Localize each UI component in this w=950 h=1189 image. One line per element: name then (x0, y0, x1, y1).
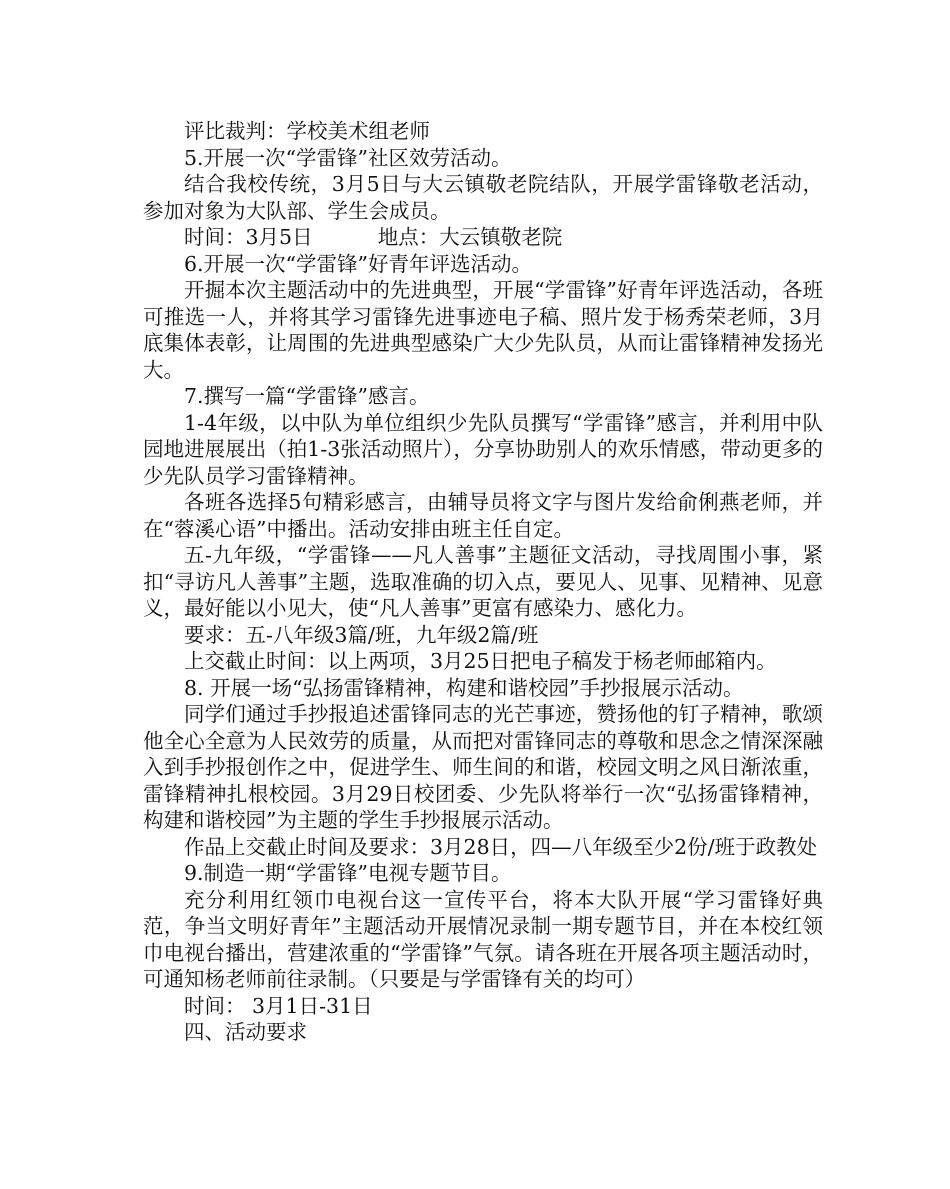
paragraph: 1-4年级，以中队为单位组织少先队员撰写“学雷锋”感言，并利用中队园地进展展出（拍1-3张活动照片），分享协助别人的欢乐情感，带动更多的少先队员学习雷锋精神。 (143, 410, 823, 488)
section-heading: 7.撰写一篇“学雷锋”感言。 (184, 384, 430, 408)
time-location-line: 时间：3月5日 地点：大云镇敬老院 (184, 225, 563, 249)
section-heading: 5.开展一次“学雷锋”社区效劳活动。 (184, 145, 512, 170)
requirement-line: 要求：五-八年级3篇/班，九年级2篇/班 (184, 622, 539, 647)
section-heading: 8. 开展一场“弘扬雷锋精神，构建和谐校园”手抄报展示活动。 (184, 675, 744, 700)
deadline-line: 上交截止时间：以上两项，3月25日把电子稿发于杨老师邮箱内。 (184, 649, 777, 673)
paragraph: 同学们通过手抄报追述雷锋同志的光芒事迹，赞扬他的钉子精神，歌颂他全心全意为人民效劳的质量，从而把对雷锋同志的尊敬和思念之情深深融入到手抄报创作之中，促进学生、师生间的和谐，校园文明之风日渐浓重，雷锋精神扎根校园。3月29日校团委、少先队将举行一次“弘扬雷锋精神，构建和谐校园”为主题的学生手抄报展示活动。 (143, 702, 823, 832)
chapter-heading: 四、活动要求 (184, 1020, 307, 1044)
paragraph: 各班各选择5句精彩感言，由辅导员将文字与图片发给俞俐燕老师，并在“蓉溪心语”中播出。活动安排由班主任自定。 (143, 490, 823, 541)
document-body (143, 118, 823, 1046)
section-heading: 9.制造一期“学雷锋”电视专题节目。 (184, 861, 512, 885)
paragraph: 开掘本次主题活动中的先进典型，开展“学雷锋”好青年评选活动，各班可推选一人，并将其学习雷锋先进事迹电子稿、照片发于杨秀荣老师，3月底集体表彰，让周围的先进典型感染广大少先队员，从而让雷锋精神发扬光大。 (143, 278, 823, 382)
paragraph: 结合我校传统，3月5日与大云镇敬老院结队，开展学雷锋敬老活动，参加对象为大队部、学生会成员。 (143, 172, 823, 223)
section-heading: 6.开展一次“学雷锋”好青年评选活动。 (184, 251, 533, 276)
paragraph: 充分利用红领巾电视台这一宣传平台，将本大队开展“学习雷锋好典范，争当文明好青年”主题活动开展情况录制一期专题节目，并在本校红领巾电视台播出，营建浓重的“学雷锋”气氛。请各班在开展各项主题活动时，可通知杨老师前往录制。（只要是与学雷锋有关的均可） (143, 887, 823, 991)
paragraph: 五-九年级，“学雷锋——凡人善事”主题征文活动，寻找周围小事，紧扣“寻访凡人善事”主题，选取准确的切入点，要见人、见事、见精神、见意义，最好能以小见大，使“凡人善事”更富有感染力、感化力。 (143, 543, 823, 620)
paragraph: 作品上交截止时间及要求：3月28日，四—八年级至少2份/班于政教处 (184, 834, 818, 859)
time-line: 时间： 3月1日-31日 (184, 993, 373, 1018)
paragraph: 评比裁判：学校美术组老师 (184, 119, 430, 143)
